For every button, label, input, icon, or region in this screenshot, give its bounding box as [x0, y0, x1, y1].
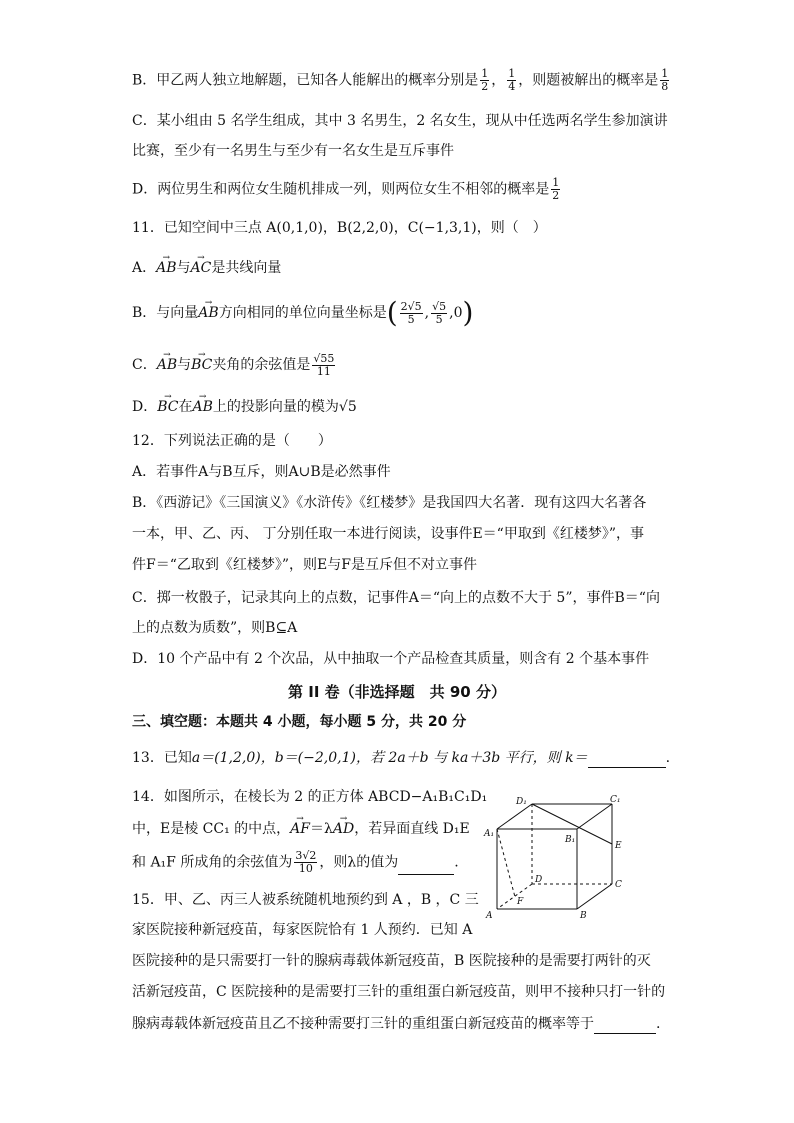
q10-option-c-line1: C．某小组由 5 名学生组成，其中 3 名男生，2 名女生，现从中任选两名学生参加演讲	[132, 113, 668, 129]
frac-den: 2	[552, 189, 560, 202]
q10d-frac	[551, 177, 560, 202]
q10-option-b: B．甲乙两人独立地解题，已知各人能解出的概率分别是 $\frac{1}{2}$ ， $\frac{1}{4}$ ，则题被解出的概率是 $\frac{1}{8}$	[132, 67, 669, 93]
opt-text: 上的投影向量的模为	[212, 399, 339, 415]
opt-label: B．与向量	[132, 305, 199, 321]
q10b-frac-3	[660, 68, 669, 93]
q10b-text: B．甲乙两人独立地解题，已知各人能解出的概率分别是	[132, 72, 479, 89]
q15-end: .	[656, 1016, 661, 1032]
edge-a1d1	[497, 804, 532, 829]
frac-num: 2√5	[400, 299, 422, 313]
q13-answer-blank[interactable]	[588, 753, 666, 768]
sqrt5-value: √5	[338, 399, 357, 415]
label-c: C	[615, 880, 622, 890]
frac-sqrt5-5	[431, 301, 447, 326]
edge-cb	[577, 884, 612, 909]
q10-option-d	[132, 177, 562, 202]
opt-label: A．	[132, 260, 157, 276]
frac-den: 5	[435, 312, 443, 326]
q15-text: 腺病毒载体新冠疫苗且乙不接种需要打三针的重组蛋白新冠疫苗的概率等于	[132, 1016, 594, 1032]
vector-ab: → AB	[156, 255, 176, 278]
q15-line1: 15．甲、乙、丙三人被系统随机地预约到 A ，B ，C 三	[132, 892, 479, 908]
opt-text: 方向相同的单位向量坐标是	[218, 305, 387, 321]
q11-option-a	[132, 255, 281, 278]
vector-bc: → BC	[191, 352, 212, 375]
q11-stem: 11．已知空间中三点 A(0,1,0)，B(2,2,0)，C(−1,3,1)，则（ ）	[132, 220, 547, 236]
q14-text: 和 A₁F 所成角的余弦值为	[132, 854, 293, 871]
q14-text: ，若异面直线 D₁E	[354, 821, 470, 837]
opt-text: 夹角的余弦值是	[212, 357, 311, 373]
q14-line1: 14．如图所示，在棱长为 2 的正方体 ABCD−A₁B₁C₁D₁	[132, 789, 488, 805]
label-a1: A₁	[484, 829, 495, 839]
vector-ad: → AD	[333, 816, 354, 839]
label-b1: B₁	[565, 835, 576, 845]
opt-label: C．	[132, 357, 157, 373]
q12-option-c-line1: C．掷一枚骰子，记录其向上的点数，记事件A＝“向上的点数不大于 5”，事件B＝“向	[132, 590, 660, 606]
section-title: 第 II 卷（非选择题 共 90 分）	[288, 683, 506, 701]
frac-num: √55	[313, 351, 335, 365]
vector-ac: → AC	[191, 255, 212, 278]
frac-den: 5	[407, 312, 415, 326]
vector-af: → AF	[290, 816, 310, 839]
opt-text: 与	[177, 357, 192, 373]
q13-text: 13．已知	[132, 750, 192, 766]
q12-option-c-line2: 上的点数为质数”，则B⊆A	[132, 620, 298, 636]
label-a: A	[486, 911, 493, 921]
frac-2sqrt5-5	[400, 301, 423, 326]
q12-option-b-line3: 件F＝“乙取到《红楼梦》”，则E与F是互斥但不对立事件	[132, 557, 477, 573]
q10b-frac-2	[507, 68, 516, 93]
q14-line3	[132, 850, 459, 875]
frac-num: 1	[552, 176, 560, 189]
cube-figure	[482, 794, 632, 924]
q15-line3: 医院接种的是只需要打一针的腺病毒载体新冠疫苗，B 医院接种的是需要打两针的灭	[132, 953, 651, 969]
frac-sqrt55-11	[312, 353, 335, 378]
q13-expression: a＝(1,2,0)，b＝(−2,0,1)，若 2a＋b 与 ka＋3b 平行，则 k＝	[191, 750, 588, 766]
label-f: F	[517, 897, 524, 907]
q15-line5	[132, 1014, 660, 1034]
q14-text: 中，E是棱 CC₁ 的中点，	[132, 821, 291, 837]
frac-3sqrt2-10	[294, 850, 317, 875]
q11-option-d	[132, 394, 357, 417]
frac-num: √5	[432, 299, 447, 313]
q12-option-b-line2: 一本，甲、乙、丙、 丁分别任取一本进行阅读，设事件E＝“甲取到《红楼梦》”，事	[132, 526, 644, 542]
frac-den: 2	[481, 80, 489, 93]
q14-text: ，则λ的值为	[319, 854, 399, 871]
q13-end: .	[665, 750, 671, 766]
q15-line2: 家医院接种新冠疫苗，每家医院恰有 1 人预约．已知 A	[132, 922, 473, 938]
opt-label: D．	[132, 399, 158, 415]
label-d: D	[535, 875, 543, 885]
q15-answer-blank[interactable]	[594, 1019, 656, 1034]
q14-line2	[132, 816, 470, 839]
opt-text: 与	[176, 260, 191, 276]
q10d-text: D．两位男生和两位女生随机排成一列，则两位女生不相邻的概率是	[132, 181, 550, 198]
q15-line4: 活新冠疫苗，C 医院接种的是需要打三针的重组蛋白新冠疫苗，则甲不接种只打一针的	[132, 984, 666, 1000]
label-e: E	[615, 841, 622, 851]
frac-num: 3√2	[295, 849, 317, 862]
label-c1: C₁	[610, 795, 621, 805]
segment-a1f	[497, 829, 515, 897]
opt-text: ,0	[449, 305, 463, 321]
vector-ab: → AB	[198, 300, 218, 323]
frac-num: 1	[508, 67, 516, 80]
q13	[132, 748, 670, 768]
edge-c1b1	[577, 804, 612, 829]
q14-answer-blank[interactable]	[398, 860, 454, 875]
frac-den: 10	[298, 862, 313, 875]
label-d1: D₁	[516, 797, 527, 807]
frac-den: 11	[316, 364, 331, 378]
frac-den: 4	[508, 80, 516, 93]
q12-stem: 12．下列说法正确的是（ ）	[132, 433, 332, 449]
q10b-text-end: ，则题被解出的概率是	[518, 72, 659, 89]
edge-ad	[497, 884, 532, 909]
q12-option-a: A．若事件A与B互斥，则A∪B是必然事件	[132, 464, 391, 480]
opt-text: 是共线向量	[211, 260, 282, 276]
opt-text: 在	[178, 399, 193, 415]
frac-num: 1	[661, 67, 669, 80]
label-b: B	[580, 911, 587, 921]
q14-text: ＝λ	[309, 821, 333, 837]
q14-end: .	[454, 854, 459, 871]
vector-ab: → AB	[193, 394, 213, 417]
vector-ab: → AB	[157, 352, 177, 375]
q12-option-d: D．10 个产品中有 2 个次品，从中抽取一个产品检查其质量，则含有 2 个基本事件	[132, 651, 650, 667]
q10-option-c-line2: 比赛，至少有一名男生与至少有一名女生是互斥事件	[132, 143, 454, 159]
frac-den: 8	[661, 80, 669, 93]
q11-option-c	[132, 352, 337, 378]
fill-in-heading: 三、填空题：本题共 4 小题，每小题 5 分，共 20 分	[132, 714, 467, 730]
q10b-frac-1	[480, 68, 489, 93]
frac-num: 1	[481, 67, 489, 80]
vector-bc: → BC	[157, 394, 178, 417]
q12-option-b-line1: B．《西游记》《三国演义》《水浒传》《红楼梦》是我国四大名著．现有这四大名著各	[132, 495, 647, 511]
q11-option-b: B．与向量→ AB方向相同的单位向量坐标是( $\frac{2√5}{5}$ , $\frac{√5}{5}$ ,0)	[132, 300, 473, 326]
